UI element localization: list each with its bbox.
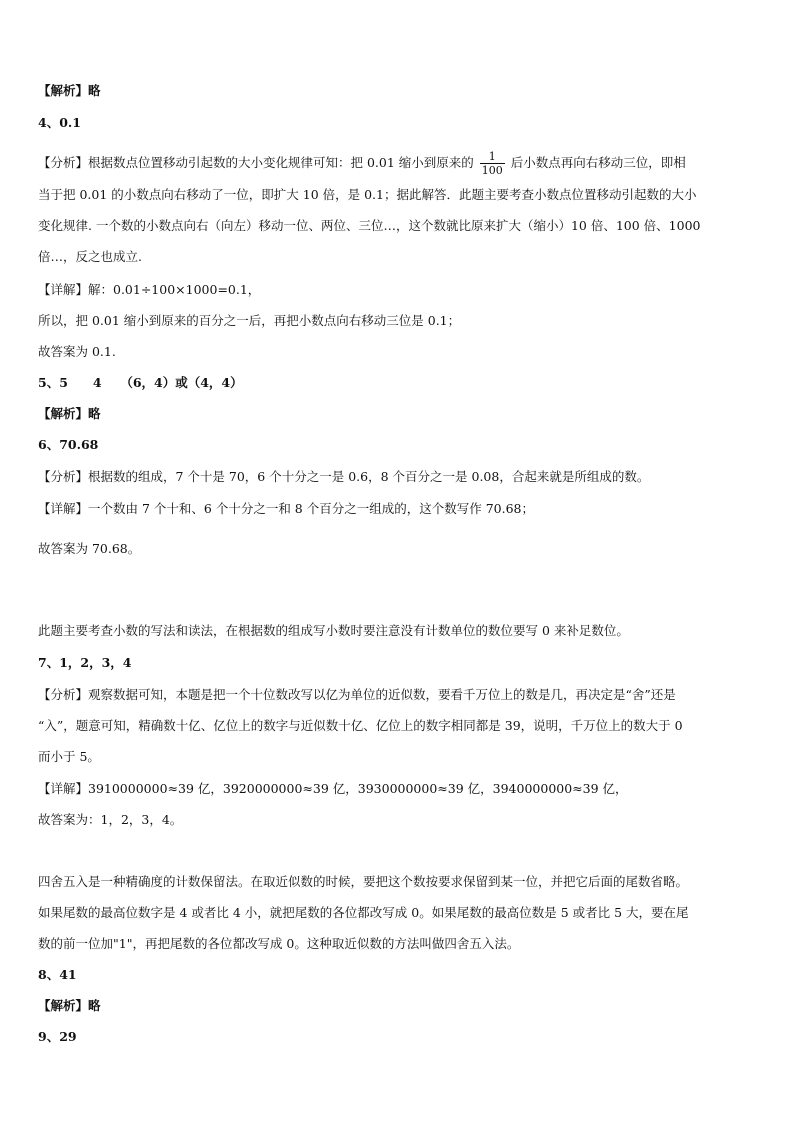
answer-6-conclusion: 故答案为 70.68。 [38, 541, 141, 556]
analysis-4-line-4: 倍…，反之也成立. [38, 249, 142, 264]
analysis-6: 【分析】根据数的组成，7 个十是 70，6 个十分之一是 0.6，8 个百分之一是 0.08，合起来就是所组成的数。 [38, 469, 650, 484]
note-7-line-1: 四舍五入是一种精确度的计数保留法。在取近似数的时候，要把这个数按要求保留到某一位，并把它后面的尾数省略。 [38, 874, 689, 889]
analysis-line: 【解析】略 [38, 83, 101, 98]
fraction-denominator: 100 [481, 164, 503, 177]
detail-6: 【详解】一个数由 7 个十和、6 个十分之一和 8 个百分之一组成的，这个数写作 70.68； [38, 501, 534, 516]
fraction-one-hundredth [480, 150, 505, 177]
analysis-4-text-a: 【分析】根据数点位置移动引起数的大小变化规律可知：把 0.01 缩小到原来的 [38, 155, 474, 170]
analysis-7-line-1: 【分析】观察数据可知，本题是把一个十位数改写以亿为单位的近似数，要看千万位上的数是几，再决定是“舍”还是 [38, 687, 676, 702]
answer-9: 9、29 [38, 1029, 77, 1044]
answer-7-conclusion: 故答案为：1，2，3，4。 [38, 812, 183, 827]
note-7-line-2: 如果尾数的最高位数字是 4 或者比 4 小，就把尾数的各位都改写成 0。如果尾数的最高位数是 5 或者比 5 大，要在尾 [38, 905, 689, 920]
answer-5: 5、5 4 （6，4）或（4，4） [38, 375, 243, 390]
analysis-7-line-2: “入”，题意可知，精确数十亿、亿位上的数字与近似数十亿、亿位上的数字相同都是 39，说明，千万位上的数大于 0 [38, 718, 683, 733]
detail-7: 【详解】3910000000≈39 亿，3920000000≈39 亿，3930000000≈39 亿，3940000000≈39 亿， [38, 781, 628, 796]
answer-7: 7、1，2，3，4 [38, 655, 132, 670]
analysis-5: 【解析】略 [38, 406, 101, 421]
answer-6: 6、70.68 [38, 437, 99, 452]
detail-4-line-2: 所以，把 0.01 缩小到原来的百分之一后，再把小数点向右移动三位是 0.1； [38, 313, 461, 328]
detail-4-line-1: 【详解】解：0.01÷100×1000=0.1， [38, 282, 261, 297]
note-7-line-3: 数的前一位加"1"，再把尾数的各位都改写成 0。这种取近似数的方法叫做四舍五入法。 [38, 936, 520, 951]
answer-4: 4、0.1 [38, 115, 81, 130]
note-6: 此题主要考查小数的写法和读法，在根据数的组成写小数时要注意没有计数单位的数位要写 0 来补足数位。 [38, 623, 629, 638]
analysis-4-line-1 [38, 150, 774, 177]
answer-4-conclusion: 故答案为 0.1. [38, 344, 116, 359]
analysis-4-line-3: 变化规律. 一个数的小数点向右（向左）移动一位、两位、三位…，这个数就比原来扩大（缩小）10 倍、100 倍、1000 [38, 218, 701, 233]
analysis-4-line-2: 当于把 0.01 的小数点向右移动了一位，即扩大 10 倍，是 0.1；据此解答．此题主要考查小数点位置移动引起数的大小 [38, 187, 697, 202]
analysis-7-line-3: 而小于 5。 [38, 749, 100, 764]
answer-8: 8、41 [38, 967, 77, 982]
analysis-4-text-b: 后小数点再向右移动三位，即相 [510, 155, 686, 170]
fraction-numerator: 1 [488, 150, 496, 163]
analysis-8: 【解析】略 [38, 998, 101, 1013]
